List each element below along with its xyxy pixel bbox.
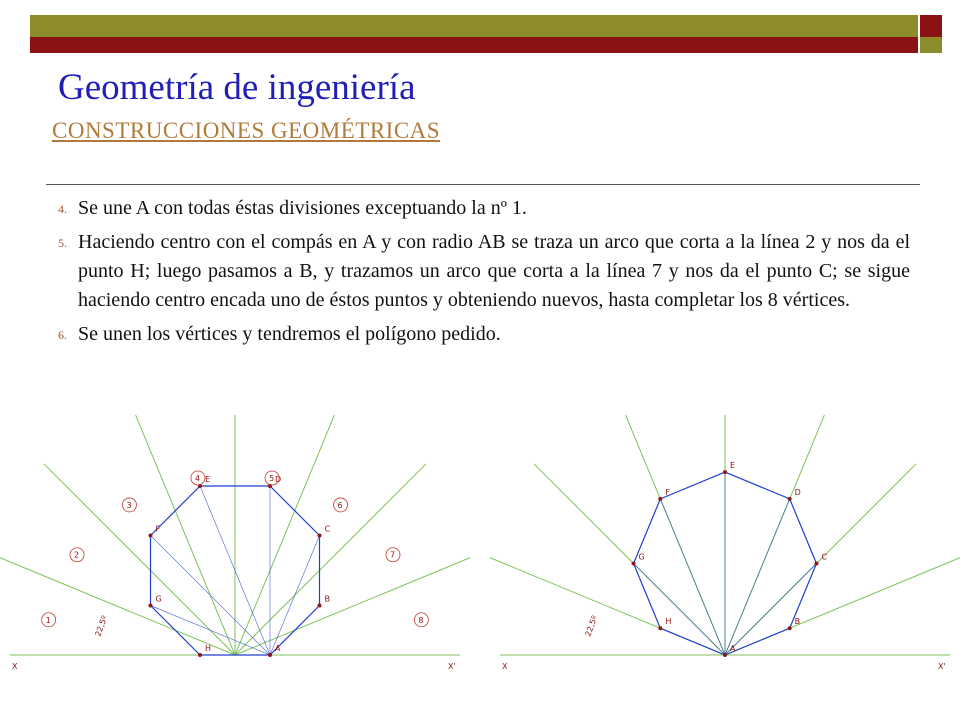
page-title: Geometría de ingeniería <box>58 67 416 108</box>
division-label: 5 <box>269 473 275 483</box>
diagonal-line <box>725 499 790 655</box>
division-label: 4 <box>194 473 201 483</box>
division-ray <box>725 552 960 655</box>
division-ray <box>44 464 235 655</box>
octagon-construction-right <box>490 415 960 670</box>
vertex-label: F <box>665 487 670 497</box>
division-label: 3 <box>126 500 132 510</box>
divider-line <box>46 184 920 185</box>
corner-block-red <box>920 15 942 37</box>
vertex-label: B <box>794 617 801 627</box>
division-ray <box>0 552 235 655</box>
vertex-dot <box>723 470 727 474</box>
step-number: 4. <box>58 202 67 216</box>
diagonal-line <box>725 564 816 655</box>
diagonal-line <box>660 499 725 655</box>
step-text: Se unen los vértices y tendremos el polígono pedido. <box>78 323 501 345</box>
vertex-dot <box>317 534 321 538</box>
step-item <box>58 228 910 315</box>
vertex-dot <box>723 653 727 657</box>
vertex-label: A <box>730 644 736 653</box>
vertex-label: G <box>155 594 162 604</box>
division-label: 7 <box>389 550 396 560</box>
vertex-dot <box>149 604 153 608</box>
step-item <box>58 320 910 349</box>
vertex-dot <box>788 497 792 501</box>
section-subtitle: CONSTRUCCIONES GEOMÉTRICAS <box>52 118 441 143</box>
vertex-label: D <box>275 475 282 485</box>
octagon-construction-left <box>0 415 470 670</box>
title-bar-decoration <box>30 15 918 53</box>
vertex-dot <box>788 626 792 630</box>
vertex-label: E <box>205 475 211 485</box>
axis-label-x-prime: X' <box>938 662 946 670</box>
angle-label: 22,5º <box>583 614 600 638</box>
vertex-dot <box>198 653 202 657</box>
vertex-dot <box>632 562 636 566</box>
vertex-label: C <box>821 552 828 562</box>
vertex-dot <box>268 653 272 657</box>
step-number: 5. <box>58 236 67 250</box>
polygon-side <box>270 486 319 535</box>
vertex-label: A <box>275 644 281 653</box>
division-ray <box>490 552 725 655</box>
angle-label: 22,5º <box>93 614 110 638</box>
division-label: 8 <box>418 615 424 625</box>
vertex-dot <box>149 534 153 538</box>
vertex-dot <box>658 497 662 501</box>
polygon-side <box>660 472 725 499</box>
step-text: Haciendo centro con el compás en A y con radio AB se traza un arco que corta a la línea 2 y nos da el punto H; luego pasamos a B, y trazamos un arco que corta a la línea 7 y nos da el punto C; se sigue haciendo centro encada uno de éstos puntos y obteniendo nuevos, hasta completar los 8 vértices. <box>78 231 910 311</box>
axis-label-x: X <box>502 662 508 670</box>
vertex-label: B <box>324 594 330 604</box>
division-label: 6 <box>337 500 343 510</box>
step-item <box>58 194 910 223</box>
axis-label-x-prime: X' <box>448 662 456 670</box>
olive-band <box>30 15 918 37</box>
vertex-label: E <box>730 461 736 471</box>
steps-list <box>58 194 910 354</box>
vertex-label: G <box>638 552 645 562</box>
vertex-dot <box>317 604 321 608</box>
vertex-dot <box>658 626 662 630</box>
step-number: 6. <box>58 328 67 342</box>
vertex-label: D <box>794 487 801 497</box>
division-label: 2 <box>74 550 80 560</box>
step-text: Se une A con todas éstas divisiones exceptuando la nº 1. <box>78 197 527 219</box>
vertex-label: C <box>324 524 331 534</box>
axis-label-x: X <box>12 662 18 670</box>
division-ray <box>235 464 426 655</box>
vertex-label: H <box>205 644 212 653</box>
diagonal-line <box>634 564 725 655</box>
diagonal-line <box>151 536 270 655</box>
division-label: 1 <box>45 615 51 625</box>
vertex-dot <box>814 562 818 566</box>
corner-block-olive <box>920 37 942 53</box>
vertex-label: F <box>155 524 161 534</box>
vertex-label: H <box>665 617 672 627</box>
polygon-side <box>790 499 817 564</box>
red-band <box>30 37 918 53</box>
polygon-side <box>725 472 790 499</box>
